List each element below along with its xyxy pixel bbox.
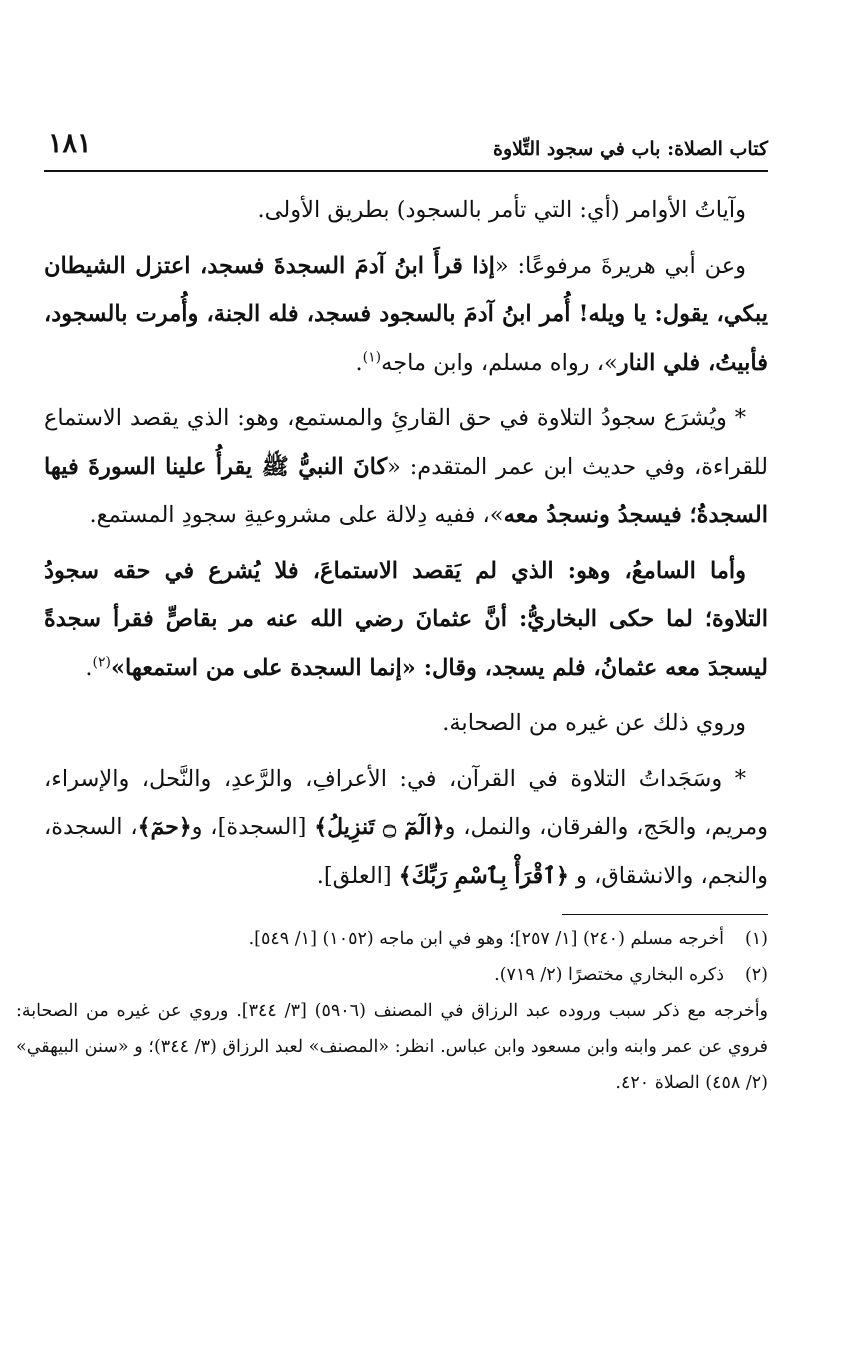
quran-quote-ha-mim: ﴿حمٓ﴾	[137, 814, 192, 840]
footnote-rule	[562, 914, 768, 915]
quran-quote-iqra: ﴿ٱقْرَأْ بِٱسْمِ رَبِّكَ﴾	[398, 862, 569, 889]
paragraph-4	[44, 547, 768, 693]
paragraph-4-end: .	[85, 654, 93, 681]
footnotes	[16, 921, 769, 1101]
hadith-quote-1: إذا قرأَ ابنُ آدمَ السجدةَ فسجد، اعتزل الشيطان يبكي، يقول: يا ويله! أُمر ابنُ آدمَ بالسجود فسجد، فله الجنة، وأُمرت بالسجود، فأبيتُ، فلي النار	[44, 252, 768, 376]
footnote-ref-1[interactable]: (١)	[362, 349, 382, 365]
footnote-1-text: أخرجه مسلم (٢٤٠) [١/ ٢٥٧]؛ وهو في ابن ماجه (١٠٥٢) [١/ ٥٤٩].	[248, 929, 724, 949]
body-text	[44, 186, 768, 900]
paragraph-3-intro: * ويُشرَع سجودُ التلاوة في حق القارئِ والمستمع، وهو: الذي يقصد الاستماع للقراءة، وفي حديث ابن عمر المتقدم: «	[44, 405, 768, 480]
paragraph-2-end: .	[355, 349, 363, 376]
footnote-ref-2[interactable]: (٢)	[92, 654, 111, 670]
paragraph-6-part-b: [السجدة]، و	[191, 814, 315, 840]
paragraph-2-source: »، رواه مسلم، وابن ماجه	[381, 349, 618, 376]
paragraph-4-text: وأما السامعُ، وهو: الذي لم يَقصد الاستماعَ، فلا يُشرع في حقه سجودُ التلاوة؛ لما حكى البخاريُّ: أنَّ عثمانَ رضي الله عنه مر بقاصٍّ فقرأ سجدةً ليسجدَ معه عثمانُ، فلم يسجد، وقال: «إنما السجدة على من استمعها»	[44, 557, 768, 681]
page-number: ١٨١	[48, 128, 92, 159]
paragraph-3-rest: »، ففيه دِلالة على مشروعيةِ سجودِ المستمع.	[89, 502, 504, 528]
hadith-quote-2: كانَ النبيُّ ﷺ يقرأُ علينا السورةَ فيها السجدةُ؛ فيسجدُ ونسجدُ معه	[44, 453, 768, 528]
paragraph-6-intro: * وسَجَداتُ التلاوة في القرآن، في: الأعرافِ، والرَّعدِ، والنَّحل، والإسراء، ومريم، والحَج، والفرقان، والنمل، و	[44, 765, 769, 840]
footnote-2-continuation: وأخرجه مع ذكر سبب وروده عبد الرزاق في المصنف (٥٩٠٦) [٣/ ٣٤٤]. وروي عن غيره من الصحابة: فروي عن عمر وابنه وابن مسعود وابن عباس. انظر: «المصنف» لعبد الرزاق (٣/ ٣٤٤)؛ و «سنن البيهقي» (٢/ ٤٥٨) الصلاة ٤٢٠.	[16, 1001, 769, 1093]
paragraph-6-part-c: ، السجدة، والنجم، والانشقاق، و	[44, 814, 768, 889]
paragraph-2	[44, 242, 768, 388]
footnote-2-text: ذكره البخاري مختصرًا (٢/ ٧١٩).	[494, 965, 724, 985]
book-page	[16, 118, 769, 1101]
footnote-1-number: (١)	[744, 929, 768, 949]
paragraph-2-intro: وعن أبي هريرةَ مرفوعًا: «	[494, 252, 746, 279]
footnote-2-number: (٢)	[744, 965, 768, 985]
paragraph-1	[44, 186, 768, 235]
footnote-2	[44, 957, 768, 993]
footnote-1	[44, 921, 768, 957]
paragraph-6-end: [العلق].	[316, 862, 399, 889]
paragraph-5-text: وروي ذلك عن غيره من الصحابة.	[442, 710, 746, 736]
paragraph-1-text: وآياتُ الأوامر (أي: التي تأمر بالسجود) بطريق الأولى.	[257, 197, 746, 223]
paragraph-6	[44, 755, 768, 901]
header-rule	[44, 170, 768, 172]
running-title: كتاب الصلاة: باب في سجود التِّلاوة	[493, 138, 768, 160]
paragraph-3	[44, 394, 768, 540]
paragraph-5	[44, 699, 768, 748]
quran-quote-sajda: ﴿الٓمٓ ۝ تَنزِيلُ﴾	[314, 814, 445, 840]
page-header	[44, 118, 768, 168]
